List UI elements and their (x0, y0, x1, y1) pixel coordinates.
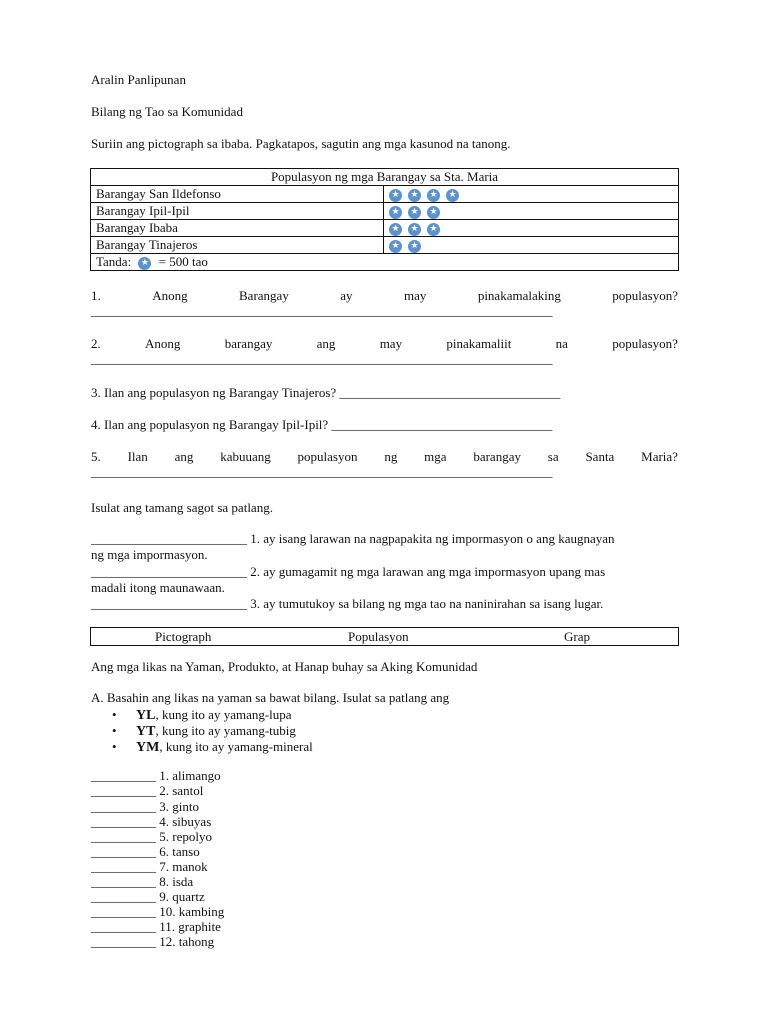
star-circle-icon: ★ (408, 206, 421, 219)
barangay-name: Barangay Ipil-Ipil (91, 203, 384, 220)
question-word: na (555, 336, 568, 351)
fill-item-1: ________________________ 1. ay isang larawan na nagpapakita ng impormasyon o ang kaugnayan (91, 531, 615, 546)
question-2 (91, 336, 678, 352)
list-item: __________ 1. alimango (91, 768, 221, 783)
question-word: ng (384, 449, 398, 464)
table-row (91, 186, 679, 203)
list-item: __________ 9. quartz (91, 889, 205, 904)
section-title: Ang mga likas na Yaman, Produkto, at Hanap buhay sa Aking Komunidad (91, 659, 478, 674)
pictograph-instruction: Suriin ang pictograph sa ibaba. Pagkatapos, sagutin ang mga kasunod na tanong. (91, 136, 511, 151)
pictograph-key-row (91, 254, 679, 271)
list-item: __________ 6. tanso (91, 844, 200, 859)
lesson-topic: Bilang ng Tao sa Komunidad (91, 104, 243, 119)
question-word: populasyon (297, 449, 358, 464)
word-bank-item: Populasyon (348, 628, 409, 644)
table-row (91, 220, 679, 237)
question-word: may (379, 336, 403, 351)
code-label: YM (136, 740, 160, 755)
word-bank (90, 627, 679, 646)
question-word: Maria? (641, 449, 678, 464)
code-label: YT (136, 724, 156, 739)
fill-item-2-cont: madali itong maunawaan. (91, 580, 225, 595)
list-item: __________ 5. repolyo (91, 829, 212, 844)
star-circle-icon: ★ (427, 189, 440, 202)
word-bank-item: Grap (564, 628, 590, 644)
list-item: __________ 11. graphite (91, 919, 221, 934)
question-word: pinakamalaking (477, 288, 561, 303)
fill-instruction: Isulat ang tamang sagot sa patlang. (91, 500, 273, 515)
question-word: pinakamaliit (446, 336, 512, 351)
star-icons (384, 220, 679, 237)
question-word: Anong (145, 336, 181, 351)
table-row (91, 203, 679, 220)
list-item: __________ 2. santol (91, 783, 204, 798)
barangay-name: Barangay Tinajeros (91, 237, 384, 254)
question-word: populasyon? (612, 288, 678, 303)
section-instruction: A. Basahin ang likas na yaman sa bawat bilang. Isulat sa patlang ang (91, 690, 450, 705)
bullet-icon: • (112, 723, 117, 738)
question-word: Ilan (127, 449, 148, 464)
table-row (91, 237, 679, 254)
star-circle-icon: ★ (389, 223, 402, 236)
bullet-icon: • (112, 739, 117, 754)
question-word: may (403, 288, 427, 303)
star-circle-icon: ★ (427, 223, 440, 236)
question-word: Anong (152, 288, 188, 303)
star-circle-icon: ★ (389, 189, 402, 202)
answer-blank-5: _______________________________________________________________________ (91, 464, 553, 479)
question-word: 5. (91, 449, 101, 464)
star-circle-icon: ★ (389, 206, 402, 219)
list-item: __________ 8. isda (91, 874, 194, 889)
answer-blank-2: _______________________________________________________________________ (91, 351, 553, 366)
question-5 (91, 449, 678, 465)
pictograph-table (90, 168, 679, 271)
list-item: __________ 10. kambing (91, 904, 225, 919)
question-word: sa (547, 449, 559, 464)
answer-blank-1: _______________________________________________________________________ (91, 303, 553, 318)
list-item: __________ 4. sibuyas (91, 814, 212, 829)
question-word: kabuuang (220, 449, 271, 464)
code-desc: , kung ito ay yamang-lupa (155, 707, 292, 722)
star-circle-icon: ★ (408, 240, 421, 253)
barangay-name: Barangay Ibaba (91, 220, 384, 237)
star-circle-icon: ★ (389, 240, 402, 253)
question-word: mga (424, 449, 447, 464)
question-word: populasyon? (612, 336, 678, 351)
star-circle-icon: ★ (408, 223, 421, 236)
star-circle-icon: ★ (138, 257, 151, 270)
key-label: Tanda: (96, 254, 132, 269)
pictograph-title: Populasyon ng mga Barangay sa Sta. Maria (91, 169, 679, 186)
fill-item-2: ________________________ 2. ay gumagamit ng mga larawan ang mga impormasyon upang mas (91, 564, 606, 579)
list-item: __________ 7. manok (91, 859, 208, 874)
question-word: barangay (473, 449, 521, 464)
star-icons (384, 237, 679, 254)
pictograph-key (91, 254, 679, 271)
fill-item-1-cont: ng mga impormasyon. (91, 547, 208, 562)
star-circle-icon: ★ (446, 189, 459, 202)
code-desc: , kung ito ay yamang-mineral (159, 739, 313, 754)
question-3: 3. Ilan ang populasyon ng Barangay Tinajeros? __________________________________ (91, 385, 561, 400)
question-word: Santa (585, 449, 615, 464)
star-circle-icon: ★ (408, 189, 421, 202)
star-icons (384, 203, 679, 220)
code-label: YL (136, 708, 156, 723)
question-word: ang (316, 336, 336, 351)
list-item: __________ 12. tahong (91, 934, 215, 949)
star-circle-icon: ★ (427, 206, 440, 219)
question-word: ay (340, 288, 353, 303)
question-4: 4. Ilan ang populasyon ng Barangay Ipil-Ipil? __________________________________ (91, 417, 553, 432)
fill-item-3: ________________________ 3. ay tumutukoy sa bilang ng mga tao na naninirahan sa isang lugar. (91, 596, 604, 611)
star-icons (384, 186, 679, 203)
word-bank-item: Pictograph (155, 628, 212, 644)
barangay-name: Barangay San Ildefonso (91, 186, 384, 203)
key-value: = 500 tao (158, 254, 208, 269)
bullet-icon: • (112, 707, 117, 722)
question-word: 1. (91, 288, 101, 303)
code-desc: , kung ito ay yamang-tubig (155, 723, 296, 738)
question-word: Barangay (239, 288, 289, 303)
list-item: __________ 3. ginto (91, 799, 199, 814)
question-1 (91, 288, 678, 304)
question-word: 2. (91, 336, 101, 351)
question-word: barangay (224, 336, 273, 351)
subject-title: Aralin Panlipunan (91, 72, 186, 87)
question-word: ang (174, 449, 194, 464)
